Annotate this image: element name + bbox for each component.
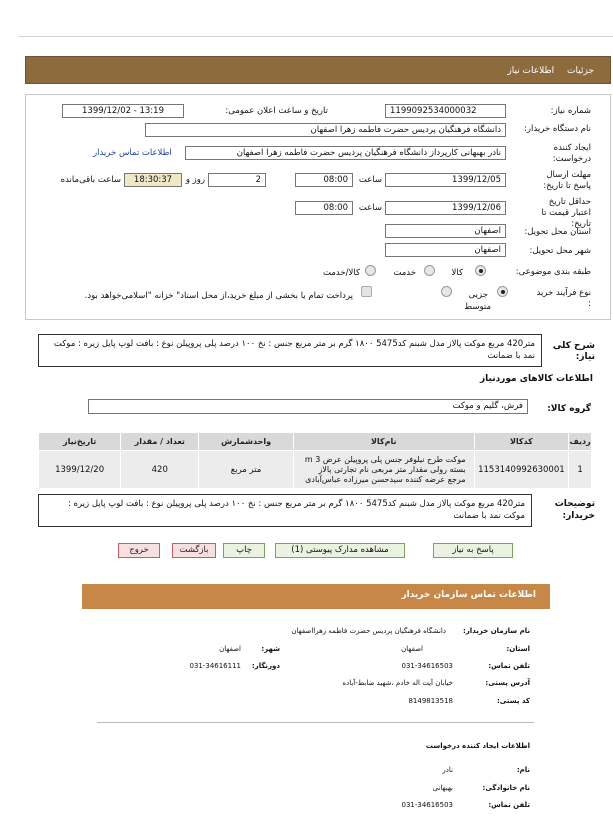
remaining-label: ساعت باقی‌مانده xyxy=(60,175,121,185)
goods-group-label: گروه کالا: xyxy=(547,404,591,414)
col-name: نام‌کالا xyxy=(293,433,474,451)
requester-family-label: نام خانوادگی: xyxy=(482,784,530,792)
requester-name-value: نادر xyxy=(442,766,453,774)
validity-label: حداقل تاریخ اعتبار قیمت تا تاریخ: xyxy=(541,197,591,229)
category-goods-radio[interactable] xyxy=(475,265,486,276)
creator-field[interactable]: نادر بهبهانی کارپرداز دانشگاه فرهنگیان پردیس حضرت فاطمه زهرا اصفهان xyxy=(185,146,506,160)
contact-org-value: دانشگاه فرهنگیان پردیس حضرت فاطمه زهرااصفهان xyxy=(291,627,446,635)
validity-time-label: ساعت xyxy=(358,203,382,213)
col-date: تاریخ‌نیاز xyxy=(39,433,121,451)
validity-time-field[interactable]: 08:00 xyxy=(295,201,353,215)
validity-date-field[interactable]: 1399/12/06 xyxy=(385,201,506,215)
contact-postal-label: کد پستی: xyxy=(496,697,530,705)
exit-button[interactable]: خروج xyxy=(118,543,160,558)
cell-qty: 420 xyxy=(121,451,199,489)
creator-label: ایجاد کننده درخواست: xyxy=(552,143,591,164)
buyer-notes-text: متر420 مربع موکت پالاز مدل شبنم کد5475 ۱۸۰۰ گرم بر متر مربع جنس : نخ ۱۰۰ درصد پلی پروپیلن نوع : بافت لوپ پایل زیره : موکت نمد با ضمانت xyxy=(38,494,532,527)
contact-fax-label: دورنگار: xyxy=(251,662,280,670)
col-code: کدکالا xyxy=(474,433,569,451)
cell-unit: متر مربع xyxy=(199,451,294,489)
buyer-notes-label: توضیحات خریدار: xyxy=(554,499,595,521)
requester-name-label: نام: xyxy=(516,766,530,774)
deadline-label: مهلت ارسال پاسخ تا تاریخ: xyxy=(543,170,591,191)
buyer-org-label: نام دستگاه خریدار: xyxy=(524,124,591,134)
contact-province-label: استان: xyxy=(506,645,530,653)
col-unit: واحدشمارش xyxy=(199,433,294,451)
contact-address-value: خیابان آیت اله خادم ،شهید ضابط-آباده xyxy=(342,679,453,687)
contact-phone-label: تلفن تماس: xyxy=(488,662,530,670)
top-divider xyxy=(18,36,613,37)
reply-button[interactable]: پاسخ به نیاز xyxy=(433,543,513,558)
purchase-type-label: نوع فرآیند خرید : xyxy=(536,288,591,309)
category-both-label: کالا/خدمت xyxy=(323,268,360,278)
contact-org-label: نام سازمان خریدار: xyxy=(462,627,530,635)
back-button[interactable]: بازگشت xyxy=(172,543,216,558)
cell-date: 1399/12/20 xyxy=(39,451,121,489)
ptype-medium-radio[interactable] xyxy=(441,286,452,297)
cell-row: 1 xyxy=(569,451,592,489)
days-remaining-field: 2 xyxy=(208,173,266,187)
goods-table xyxy=(38,432,592,489)
announce-field[interactable]: 1399/12/02 - 13:19 xyxy=(62,104,184,118)
treasury-payment-note: پرداخت تمام یا بخشی از مبلغ خرید،از محل اسناد" خزانه "اسلامی‌خواهد بود. xyxy=(84,291,353,301)
ptype-medium-label: متوسط xyxy=(464,302,491,312)
contact-phone-value: 031-34616503 xyxy=(401,662,453,670)
category-goods-label: کالا xyxy=(451,268,463,278)
header-bar xyxy=(25,56,611,84)
contact-address-label: آدرس پستی: xyxy=(485,679,530,687)
col-qty: تعداد / مقدار xyxy=(121,433,199,451)
countdown-timer: 18:30:37 xyxy=(124,173,182,187)
ptype-partial-radio[interactable] xyxy=(497,286,508,297)
treasury-payment-checkbox[interactable] xyxy=(361,286,372,297)
contact-city-value: اصفهان xyxy=(219,645,241,653)
day-label: روز و xyxy=(185,175,205,185)
city-label: شهر محل تحویل: xyxy=(529,246,591,256)
contact-city-label: شهر: xyxy=(261,645,280,653)
cell-name: موکت طرح نیلوفر جنس پلی پروپیلن عرض 3 m بسته رولی مقدار متر مربعی نام تجارتی پالاز مرجع عرضه کننده سیدحسن میرزاده عباس‌آبادی xyxy=(293,451,474,489)
goods-group-field[interactable]: فرش، گلیم و موکت xyxy=(88,399,528,414)
tab-need-info[interactable]: اطلاعات نیاز xyxy=(507,66,555,76)
contact-fax-value: 031-34616111 xyxy=(189,662,241,670)
category-service-radio[interactable] xyxy=(424,265,435,276)
category-service-label: خدمت xyxy=(393,268,416,278)
province-label: استان محل تحویل: xyxy=(524,227,591,237)
deadline-time-label: ساعت xyxy=(358,175,382,185)
summary-label: شرح کلی نیاز: xyxy=(552,341,595,362)
city-field[interactable]: اصفهان xyxy=(385,243,506,257)
table-row[interactable] xyxy=(39,451,592,489)
contact-province-value: اصفهان xyxy=(401,645,423,653)
tab-details[interactable]: جزئیات xyxy=(567,66,594,76)
requester-title: اطلاعات ایجاد کننده درخواست xyxy=(425,742,530,750)
cell-code: 1153140992630001 xyxy=(474,451,569,489)
buyer-org-field[interactable]: دانشگاه فرهنگیان پردیس حضرت فاطمه زهرا اصفهان xyxy=(145,123,506,137)
print-button[interactable]: چاپ xyxy=(223,543,265,558)
deadline-date-field[interactable]: 1399/12/05 xyxy=(385,173,506,187)
contact-title-bar xyxy=(82,584,550,609)
announce-label: تاریخ و ساعت اعلان عمومی: xyxy=(225,106,328,116)
buyer-contact-link[interactable]: اطلاعات تماس خریدار xyxy=(93,148,172,158)
contact-divider xyxy=(97,722,534,723)
need-number-field[interactable]: 1199092534000032 xyxy=(385,104,506,118)
category-label: طبقه بندی موضوعی: xyxy=(515,267,591,277)
province-field[interactable]: اصفهان xyxy=(385,224,506,238)
contact-title: اطلاعات تماس سازمان خریدار xyxy=(401,590,536,600)
attachments-button[interactable]: مشاهده مدارک پیوستی (1) xyxy=(275,543,405,558)
need-number-label: شماره نیاز: xyxy=(550,106,591,116)
requester-family-value: بهبهانی xyxy=(432,784,453,792)
category-both-radio[interactable] xyxy=(365,265,376,276)
requester-phone-value: 031-34616503 xyxy=(401,801,453,809)
col-row: ردیف xyxy=(569,433,592,451)
ptype-partial-label: جزیی xyxy=(468,290,488,300)
goods-section-title: اطلاعات کالاهای موردنیاز xyxy=(479,374,593,384)
contact-postal-value: 8149813518 xyxy=(408,697,453,705)
deadline-time-field[interactable]: 08:00 xyxy=(295,173,353,187)
requester-phone-label: تلفن تماس: xyxy=(488,801,530,809)
summary-text: متر420 مربع موکت پالاز مدل شبنم کد5475 ۱۸۰۰ گرم بر متر مربع جنس : نخ ۱۰۰ درصد پلی پروپیلن نوع : بافت لوپ پایل زیره : موکت نمد با ضمانت xyxy=(38,334,542,367)
